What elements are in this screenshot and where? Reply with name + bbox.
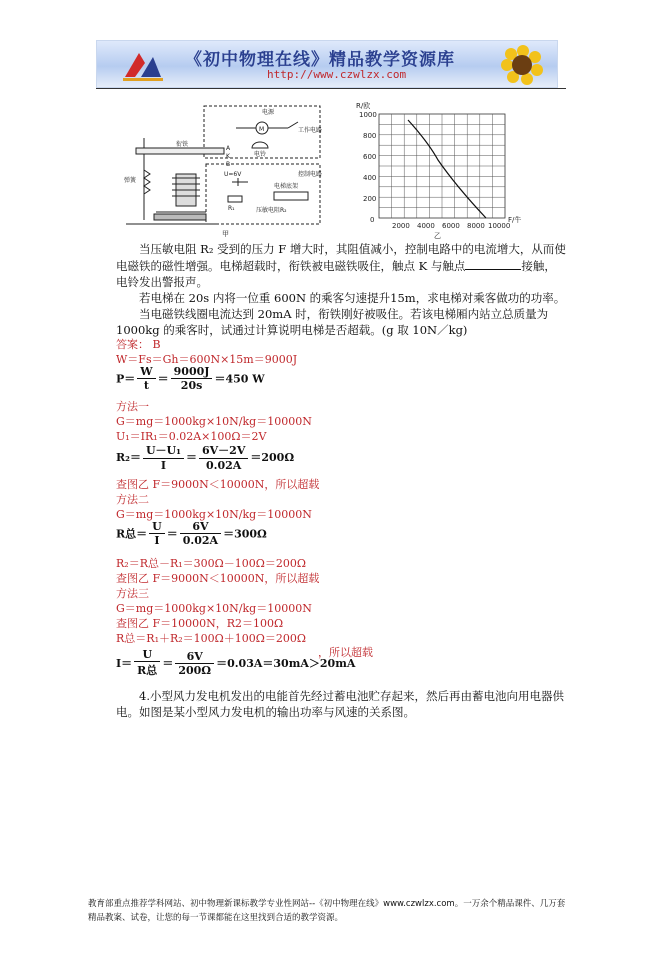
method-two-check: 查图乙 F＝9000N＜10000N，所以超载 — [116, 572, 320, 585]
label-armature: 衔铁 — [176, 141, 189, 148]
label-pressure-resistor: 压敏电阻R₂ — [256, 207, 287, 214]
work-equation: W＝Fs＝Gh＝600N×15m＝9000J — [116, 353, 298, 366]
label-contact-b: B — [226, 161, 231, 168]
page-footer: 教育部重点推荐学科网站、初中物理新课标教学专业性网站--《初中物理在线》www.czwlzx.com。一万余个精品课件、几万套精品教案、试卷，让您的每一节课都能在这里找到合适的教学资源。 — [88, 899, 566, 923]
y-tick: 600 — [363, 153, 377, 161]
banner-url[interactable]: http://www.czwlzx.com — [267, 68, 407, 81]
x-tick: 2000 — [392, 222, 410, 230]
label-contact-a: A — [226, 145, 231, 152]
method-two-r2: R₂＝R总－R₁＝300Ω－100Ω＝200Ω — [116, 557, 307, 570]
graph-x-label: F/牛 — [508, 216, 522, 224]
x-tick: 8000 — [467, 222, 485, 230]
label-spring: 弹簧 — [124, 177, 137, 184]
label-panel-b: 乙 — [434, 232, 441, 240]
label-voltage: U=6V — [224, 171, 242, 178]
circuit-diagram — [126, 106, 323, 224]
label-working-circuit: 工作电路 — [298, 127, 323, 134]
label-r1: R₁ — [228, 205, 235, 212]
x-tick: 4000 — [417, 222, 435, 230]
paragraph-pressure-resistor — [116, 241, 566, 290]
power-equation: P＝ $\frac{W}{t}$ ＝ $\frac{9000J}{20s}$ ＝450 W — [116, 365, 265, 392]
header-rule — [96, 88, 566, 89]
method-three-rtotal: R总＝R₁＋R₂＝100Ω＋100Ω＝200Ω — [116, 632, 307, 645]
method-one-gravity: G＝mg＝1000kg×10N/kg＝10000N — [116, 415, 312, 428]
y-tick: 0 — [370, 216, 375, 224]
y-tick: 800 — [363, 132, 377, 140]
method-three-check: 查图乙 F＝10000N，R2＝100Ω — [116, 617, 284, 630]
graph-y-label: R/欧 — [356, 102, 371, 110]
label-contact-k: K — [226, 153, 230, 160]
question-four: 4.小型风力发电机发出的电能首先经过蓄电池贮存起来，然后再由蓄电池向用电器供电。如图是某小型风力发电机的输出功率与风速的关系图。 — [116, 689, 564, 719]
paragraph-overload-question: 当电磁铁线圈电流达到 20mA 时，衔铁刚好被吸住。若该电梯厢内站立总质量为 1000kg 的乘客时，试通过计算说明电梯是否超载。(g 取 10N／kg) — [116, 307, 549, 337]
method-one-title: 方法一 — [116, 400, 149, 413]
method-one-u1: U₁＝IR₁＝0.02A×100Ω＝2V — [116, 430, 267, 443]
para1-text-a: 当压敏电阻 R₂ 受到的压力 F 增大时，其阻值减小，控制电路中的电流增大，从而使电磁铁的磁性增强。电梯超载时，衔铁被电磁铁吸住，触点 K 与触点 — [116, 242, 566, 273]
method-one-check: 查图乙 F＝9000N＜10000N，所以超载 — [116, 478, 320, 491]
banner-title: 《初中物理在线》精品教学资源库 — [185, 50, 455, 70]
para1-text-b: 接触，电铃发出警报声。 — [116, 259, 556, 289]
method-three-conclusion: ，所以超载 — [318, 646, 373, 659]
label-motor: M — [259, 126, 265, 133]
answer-label: 答案： B — [116, 338, 161, 351]
y-tick: 200 — [363, 195, 377, 203]
resistance-force-graph — [356, 101, 521, 240]
x-tick: 10000 — [488, 222, 511, 230]
label-power: 电源 — [262, 109, 275, 116]
answer-blank[interactable] — [465, 257, 521, 270]
x-tick: 6000 — [442, 222, 460, 230]
label-bell: 电铃 — [254, 151, 267, 158]
method-one-r2-equation: R₂＝ $\frac{\text{U－U₁}}{I}$ ＝ $\frac{6V-2V}{0.02A}$ ＝200Ω — [116, 444, 295, 472]
method-two-title: 方法二 — [116, 493, 149, 506]
circuit-and-graph-figure — [116, 100, 576, 240]
method-three-current-equation: I＝ $\frac{U}{\text{R总}}$ ＝ $\frac{6V}{200\Omega}$ ＝0.03A＝30mA＞20mA — [116, 648, 356, 677]
method-two-gravity: G＝mg＝1000kg×10N/kg＝10000N — [116, 508, 312, 521]
method-two-rtotal-equation: R总＝ $\frac{U}{I}$ ＝ $\frac{6V}{0.02A}$ ＝300Ω — [116, 520, 267, 547]
label-electromagnet: 电梯底架 — [274, 183, 299, 190]
label-panel-a: 甲 — [222, 230, 229, 238]
label-control-circuit: 控制电路 — [298, 171, 323, 178]
y-tick: 1000 — [359, 111, 377, 119]
header-banner — [96, 40, 558, 88]
method-three-gravity: G＝mg＝1000kg×10N/kg＝10000N — [116, 602, 312, 615]
y-tick: 400 — [363, 174, 377, 182]
method-three-title: 方法三 — [116, 587, 149, 600]
paragraph-power-question: 若电梯在 20s 内将一位重 600N 的乘客匀速提升15m，求电梯对乘客做功的功率。 — [139, 291, 566, 305]
sunflower-icon — [493, 43, 553, 85]
site-logo-icon — [119, 47, 167, 83]
